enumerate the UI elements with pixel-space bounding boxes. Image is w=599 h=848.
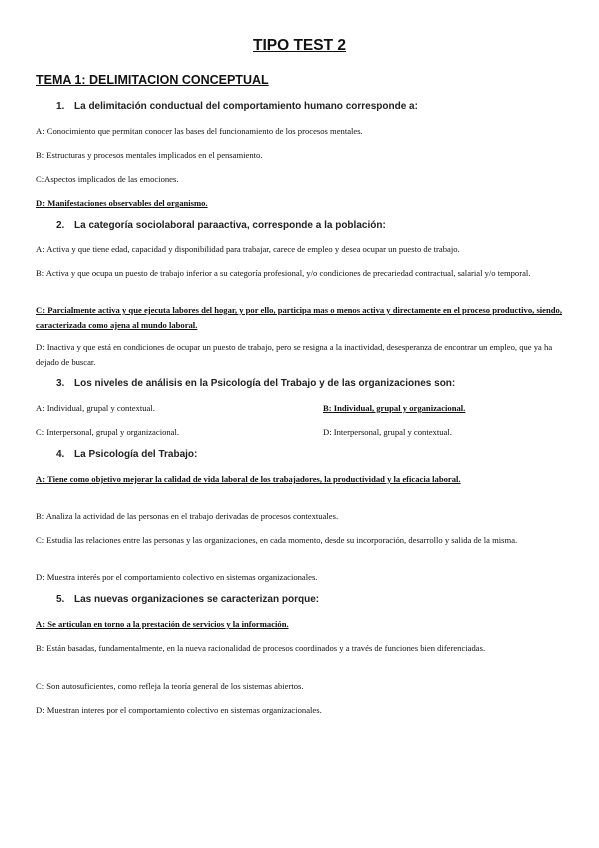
q1-option-c: C:Aspectos implicados de las emociones. (36, 174, 179, 184)
q5-option-b: B: Están basadas, fundamentalmente, en la nueva racionalidad de procesos coordinados y a través de funciones bien diferenciadas. (36, 643, 486, 653)
question-text: La categoría sociolaboral paraactiva, corresponde a la población: (74, 220, 386, 231)
page-title: TIPO TEST 2 (252, 37, 346, 54)
q1-option-b: B: Estructuras y procesos mentales implicados en el pensamiento. (36, 150, 263, 160)
q1-option-d-correct: D: Manifestaciones observables del organismo. (36, 198, 208, 208)
question-number: 1. (56, 101, 65, 112)
question-1 (56, 101, 418, 112)
q3-option-d: D: Interpersonal, grupal y contextual. (323, 427, 452, 437)
question-2 (56, 220, 386, 231)
q3-option-a: A: Individual, grupal y contextual. (36, 403, 155, 413)
question-text: Las nuevas organizaciones se caracterizan porque: (74, 594, 320, 605)
q2-option-d: D: Inactiva y que está en condiciones de ocupar un puesto de trabajo, pero se resigna a la inactividad, desesperanza de encontrar un empleo, que ya ha dejado de buscar. (36, 342, 553, 367)
question-number: 3. (56, 378, 65, 389)
question-number: 5. (56, 594, 65, 605)
q2-option-a: A: Activa y que tiene edad, capacidad y disponibilidad para trabajar, carece de empleo y desea ocupar un puesto de trabajo. (36, 244, 460, 254)
question-number: 2. (56, 220, 65, 231)
q2-option-c-correct: C: Parcialmente activa y que ejecuta labores del hogar, y por ello, participa mas o menos activa y directamente en el proceso productivo, siendo, caracterizada como ajena al mundo laboral. (36, 305, 562, 330)
question-4 (56, 449, 197, 460)
q4-option-d: D: Muestra interés por el comportamiento colectivo en sistemas organizacionales. (36, 572, 318, 582)
question-number: 4. (56, 449, 65, 460)
question-text: La Psicología del Trabajo: (74, 449, 198, 460)
question-5 (56, 594, 319, 605)
q5-option-c: C: Son autosuficientes, como refleja la teoría general de los sistemas abiertos. (36, 681, 304, 691)
question-text: Los niveles de análisis en la Psicología del Trabajo y de las organizaciones son: (74, 378, 456, 389)
q1-option-a: A: Conocimiento que permitan conocer las bases del funcionamiento de los procesos mentales. (36, 126, 363, 136)
q4-option-b: B: Analiza la actividad de las personas en el trabajo derivadas de procesos contextuales. (36, 511, 339, 521)
question-text: La delimitación conductual del comportamiento humano corresponde a: (74, 101, 418, 112)
q4-option-a-correct: A: Tiene como objetivo mejorar la calidad de vida laboral de los trabajadores, la productividad y la eficacia laboral. (36, 474, 461, 484)
question-3 (56, 378, 455, 389)
section-heading: TEMA 1: DELIMITACION CONCEPTUAL (36, 73, 269, 87)
q3-option-c: C: Interpersonal, grupal y organizacional. (36, 427, 180, 437)
q2-option-b: B: Activa y que ocupa un puesto de trabajo inferior a su categoría profesional, y/o condiciones de precariedad contractual, salarial y/o temporal. (36, 268, 531, 278)
q5-option-a-correct: A: Se articulan en torno a la prestación de servicios y la información. (36, 619, 289, 629)
q3-option-b-correct: B: Individual, grupal y organizacional. (323, 403, 466, 413)
q5-option-d: D: Muestran interes por el comportamiento colectivo en sistemas organizacionales. (36, 705, 322, 715)
q4-option-c: C: Estudia las relaciones entre las personas y las organizaciones, en cada momento, desde su incorporación, desarrollo y salida de la misma. (36, 535, 518, 545)
